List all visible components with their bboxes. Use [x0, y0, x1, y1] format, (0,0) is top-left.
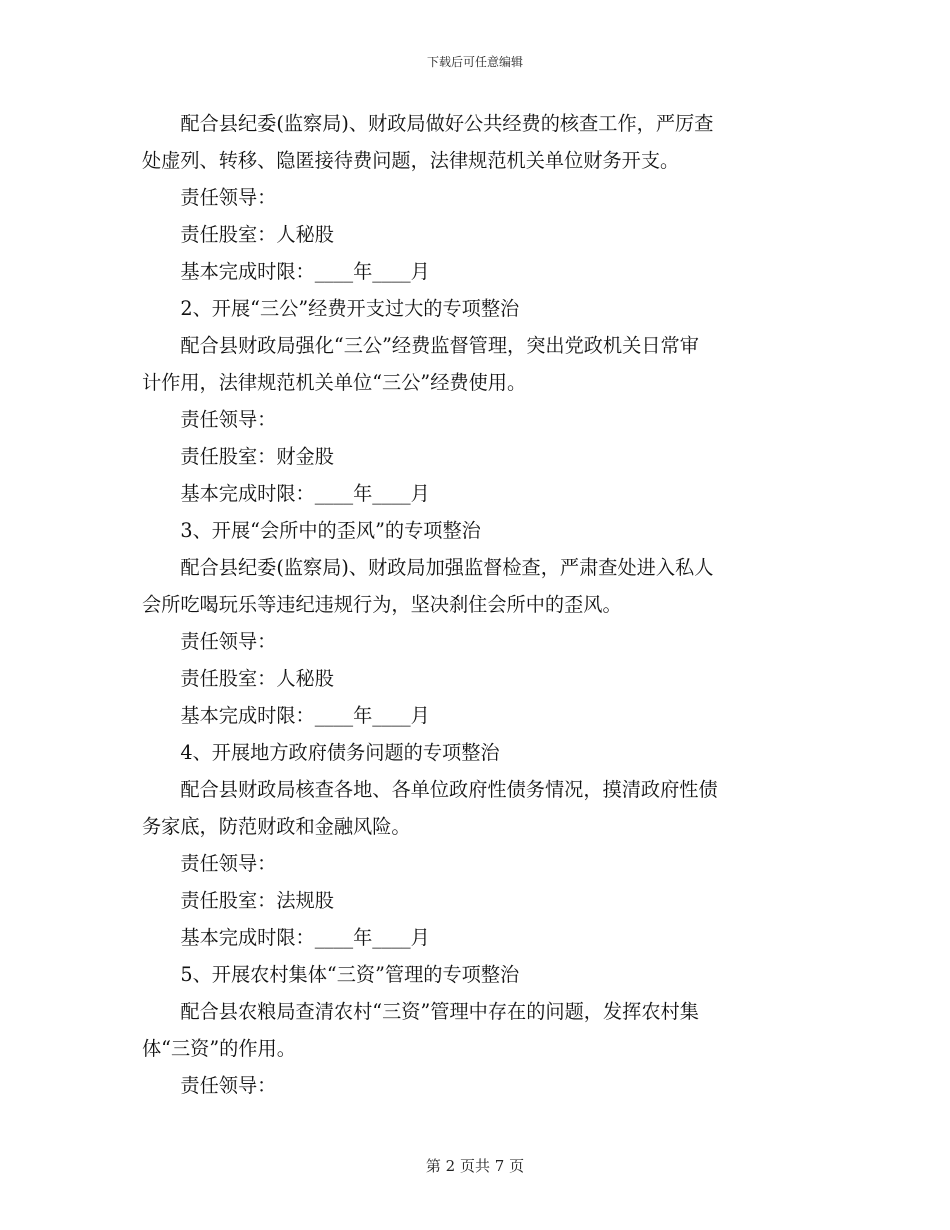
paragraph-line: 务家底，防范财政和金融风险。: [142, 815, 411, 838]
section-heading: 2、开展“三公”经费开支过大的专项整治: [180, 297, 520, 320]
section-heading: 4、开展地方政府债务问题的专项整治: [180, 741, 500, 764]
responsible-office: 责任股室：法规股: [180, 889, 334, 912]
paragraph-line: 计作用，法律规范机关单位“三公”经费使用。: [142, 371, 527, 394]
paragraph-line: 配合县财政局强化“三公”经费监督管理，突出党政机关日常审: [180, 334, 699, 357]
deadline: 基本完成时限：____年____月: [180, 482, 430, 505]
section-heading: 5、开展农村集体“三资”管理的专项整治: [180, 963, 520, 986]
responsible-office: 责任股室：人秘股: [180, 223, 334, 246]
responsible-leader: 责任领导：: [180, 186, 277, 209]
paragraph-line: 处虚列、转移、隐匿接待费问题，法律规范机关单位财务开支。: [142, 149, 680, 172]
responsible-leader: 责任领导：: [180, 408, 277, 431]
paragraph-line: 配合县纪委(监察局)、财政局做好公共经费的核查工作，严厉查: [180, 112, 714, 135]
responsible-office: 责任股室：人秘股: [180, 667, 334, 690]
responsible-leader: 责任领导：: [180, 852, 277, 875]
responsible-leader: 责任领导：: [180, 1074, 277, 1097]
document-body: [142, 105, 810, 1104]
paragraph-line: 体“三资”的作用。: [142, 1037, 296, 1060]
paragraph-line: 会所吃喝玩乐等违纪违规行为，坚决刹住会所中的歪风。: [142, 593, 622, 616]
responsible-office: 责任股室：财金股: [180, 445, 334, 468]
page-header: 下载后可任意编辑: [426, 55, 523, 69]
section-heading: 3、开展“会所中的歪风”的专项整治: [180, 519, 481, 542]
responsible-leader: 责任领导：: [180, 630, 277, 653]
paragraph-line: 配合县纪委(监察局)、财政局加强监督检查，严肃查处进入私人: [180, 556, 714, 579]
deadline: 基本完成时限：____年____月: [180, 260, 430, 283]
page-footer: 第 2 页共 7 页: [425, 1157, 525, 1175]
paragraph-line: 配合县财政局核查各地、各单位政府性债务情况，摸清政府性债: [180, 778, 718, 801]
deadline: 基本完成时限：____年____月: [180, 704, 430, 727]
paragraph-line: 配合县农粮局查清农村“三资”管理中存在的问题，发挥农村集: [180, 1000, 699, 1023]
deadline: 基本完成时限：____年____月: [180, 926, 430, 949]
